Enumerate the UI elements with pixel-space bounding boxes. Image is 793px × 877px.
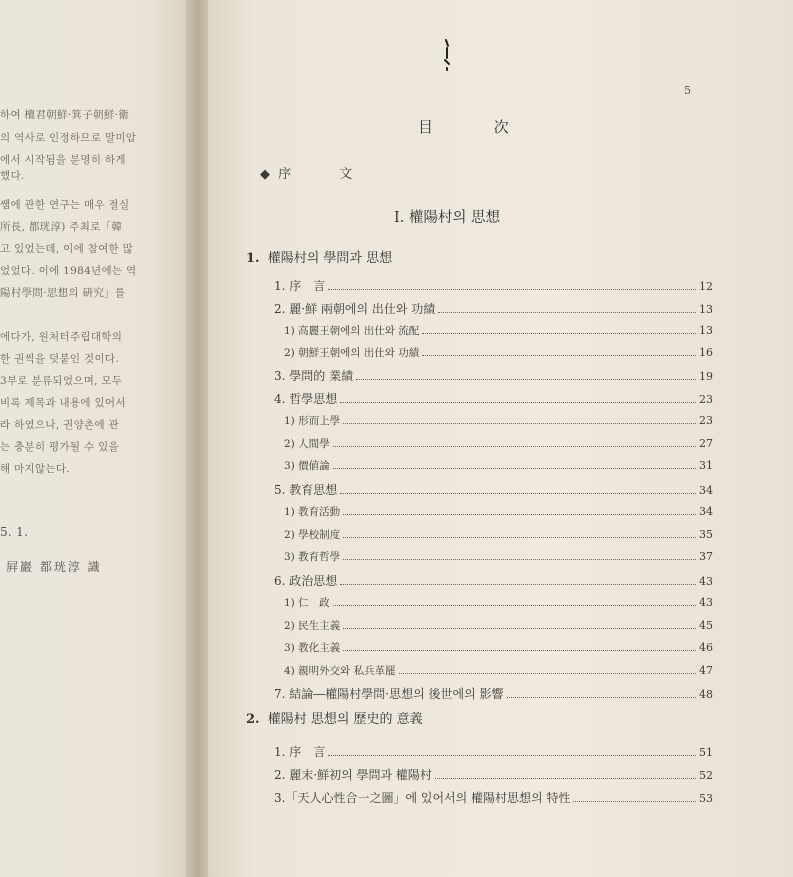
left-page-line: 해 마지않는다. — [0, 463, 70, 475]
toc-entry-page: 34 — [699, 505, 713, 518]
left-page-line: 所長, 都珖淳) 주최로「韓 — [0, 221, 123, 233]
toc-entry-page: 12 — [699, 280, 713, 293]
toc-entry-page: 52 — [699, 769, 713, 782]
dot-leader — [328, 755, 696, 756]
left-page-line: 고 있었는데, 이에 참여한 많 — [0, 243, 134, 255]
toc-entry-label: 4. 哲學思想 — [274, 392, 338, 406]
chapter-heading — [246, 247, 392, 266]
dot-leader — [343, 514, 696, 515]
left-page-signature: 屛巖 都珖淳 識 — [6, 560, 102, 574]
toc-entry-label: 1. 序 言 — [274, 745, 326, 759]
toc-entry-page: 37 — [699, 550, 713, 563]
left-page-line: 에서 시작됨을 분명히 하게 — [0, 154, 126, 166]
toc-entry — [284, 527, 713, 542]
toc-entry-page: 34 — [699, 484, 713, 497]
toc-entry-page: 19 — [699, 370, 713, 383]
dot-leader — [340, 584, 696, 585]
dot-leader — [573, 801, 696, 802]
toc-entry-page: 23 — [699, 414, 713, 427]
left-page-date: 5. 1. — [0, 525, 29, 539]
toc-entry-label: 2) 人間學 — [284, 438, 330, 450]
toc-entry — [284, 549, 713, 564]
dot-leader — [422, 355, 696, 356]
toc-entry-page: 43 — [699, 596, 713, 609]
toc-entry-page: 46 — [699, 641, 713, 654]
right-page — [208, 0, 793, 877]
dot-leader — [343, 559, 696, 560]
toc-entry — [274, 572, 713, 589]
toc-entry-label: 2) 學校制度 — [284, 529, 341, 541]
toc-entry — [284, 458, 713, 473]
toc-entry-label: 3) 教化主義 — [284, 642, 341, 654]
page-number: 5 — [684, 84, 691, 97]
left-page-line: 는 충분히 평가될 수 있을 — [0, 441, 119, 453]
left-page-line: 에다가, 원처터주립대학의 — [0, 331, 123, 343]
toc-entry-label: 6. 政治思想 — [274, 574, 338, 588]
left-page-line: 陽村學問·思想의 硏究」를 — [0, 287, 126, 299]
toc-entry — [284, 323, 713, 338]
dot-leader — [343, 650, 696, 651]
toc-entry — [284, 504, 713, 519]
left-page-line: 의 역사로 인정하므로 말미암 — [0, 132, 137, 144]
dot-leader — [435, 778, 696, 779]
toc-entry-label: 1) 教育活動 — [284, 506, 341, 518]
dot-leader — [507, 697, 697, 698]
toc-entry — [274, 300, 713, 317]
part-title: Ⅰ. 權陽村의 思想 — [394, 210, 501, 226]
toc-entry-page: 31 — [699, 459, 713, 472]
chapter-title: 權陽村의 學問과 思想 — [267, 251, 393, 266]
toc-title: 目 次 — [418, 118, 537, 136]
chapter-heading — [246, 708, 423, 727]
toc-entry — [284, 413, 713, 428]
dot-leader — [340, 402, 696, 403]
toc-entry-label: 7. 結論―權陽村學問·思想의 後世에의 影響 — [274, 687, 504, 701]
toc-entry-label: 2. 麗末·鮮初의 學問과 權陽村 — [274, 768, 432, 782]
toc-entry-page: 48 — [699, 688, 713, 701]
toc-entry — [274, 481, 713, 498]
toc-entry — [274, 766, 713, 783]
toc-entry-page: 23 — [699, 393, 713, 406]
dot-leader — [356, 379, 696, 380]
left-page-line: 라 하였으나, 권양촌에 관 — [0, 419, 119, 431]
left-page-line: 었었다. 이에 1984년에는 역 — [0, 265, 137, 277]
toc-entry — [284, 345, 713, 360]
toc-entry-page: 43 — [699, 575, 713, 588]
toc-entry — [274, 367, 713, 384]
dot-leader — [340, 493, 696, 494]
toc-entry-label: 4) 親明外交와 私兵革罷 — [284, 665, 396, 677]
toc-entry — [274, 789, 713, 806]
left-page-line: 3부로 분류되었으며, 모두 — [0, 375, 123, 387]
toc-entry — [274, 390, 713, 407]
preface-label: 序 文 — [278, 167, 375, 182]
toc-entry-label: 3. 學問的 業績 — [274, 369, 354, 383]
toc-entry — [284, 618, 713, 633]
toc-entry-page: 13 — [699, 303, 713, 316]
toc-entry — [274, 685, 713, 702]
toc-entry-page: 27 — [699, 437, 713, 450]
toc-entry-page: 35 — [699, 528, 713, 541]
left-page-line: 쌤에 관한 연구는 매우 절실 — [0, 199, 130, 211]
toc-entry-label: 1. 序 言 — [274, 279, 326, 293]
dot-leader — [438, 312, 696, 313]
toc-entry — [284, 436, 713, 451]
toc-entry — [274, 743, 713, 760]
left-page-line: 비록 제목과 내용에 있어서 — [0, 397, 126, 409]
dot-leader — [328, 289, 696, 290]
toc-entry-page: 45 — [699, 619, 713, 632]
toc-entry-label: 3) 教育哲學 — [284, 551, 341, 563]
toc-entry-label: 2) 朝鮮王朝에의 出仕와 功績 — [284, 347, 420, 359]
chapter-number: 1. — [246, 251, 260, 266]
ink-mark-icon — [442, 38, 452, 72]
toc-entry — [284, 640, 713, 655]
toc-entry-page: 47 — [699, 664, 713, 677]
toc-entry-label: 2. 麗·鮮 兩朝에의 出仕와 功績 — [274, 302, 436, 316]
toc-entry — [274, 277, 713, 294]
dot-leader — [333, 605, 696, 606]
left-page-line: 한 권씩을 덧붙인 것이다. — [0, 353, 119, 365]
toc-entry-label: 3.「天人心性合一之圖」에 있어서의 權陽村思想의 特性 — [274, 791, 571, 805]
dot-leader — [343, 628, 696, 629]
dot-leader — [343, 423, 696, 424]
toc-entry-page: 13 — [699, 324, 713, 337]
left-page — [0, 0, 190, 877]
toc-entry-page: 51 — [699, 746, 713, 759]
toc-entry-label: 5. 教育思想 — [274, 483, 338, 497]
toc-entry — [284, 595, 713, 610]
toc-entry-label: 1) 仁 政 — [284, 597, 330, 609]
dot-leader — [399, 673, 696, 674]
toc-entry-page: 53 — [699, 792, 713, 805]
preface-entry — [260, 163, 374, 182]
dot-leader — [422, 333, 696, 334]
toc-entry-page: 16 — [699, 346, 713, 359]
toc-entry — [284, 663, 713, 678]
toc-entry-label: 1) 高麗王朝에의 出仕와 流配 — [284, 325, 420, 337]
toc-entry-label: 2) 民生主義 — [284, 620, 341, 632]
toc-entry-label: 3) 價値論 — [284, 460, 330, 472]
dot-leader — [333, 468, 696, 469]
dot-leader — [333, 446, 696, 447]
chapter-title: 權陽村 思想의 歷史的 意義 — [267, 712, 423, 727]
toc-entry-label: 1) 形而上學 — [284, 415, 341, 427]
left-page-line: 하여 檀君朝鮮·箕子朝鮮·衛 — [0, 109, 129, 121]
dot-leader — [343, 537, 696, 538]
chapter-number: 2. — [246, 712, 260, 727]
left-page-line: 했다. — [0, 170, 25, 182]
diamond-bullet-icon: ◆ — [260, 167, 272, 182]
